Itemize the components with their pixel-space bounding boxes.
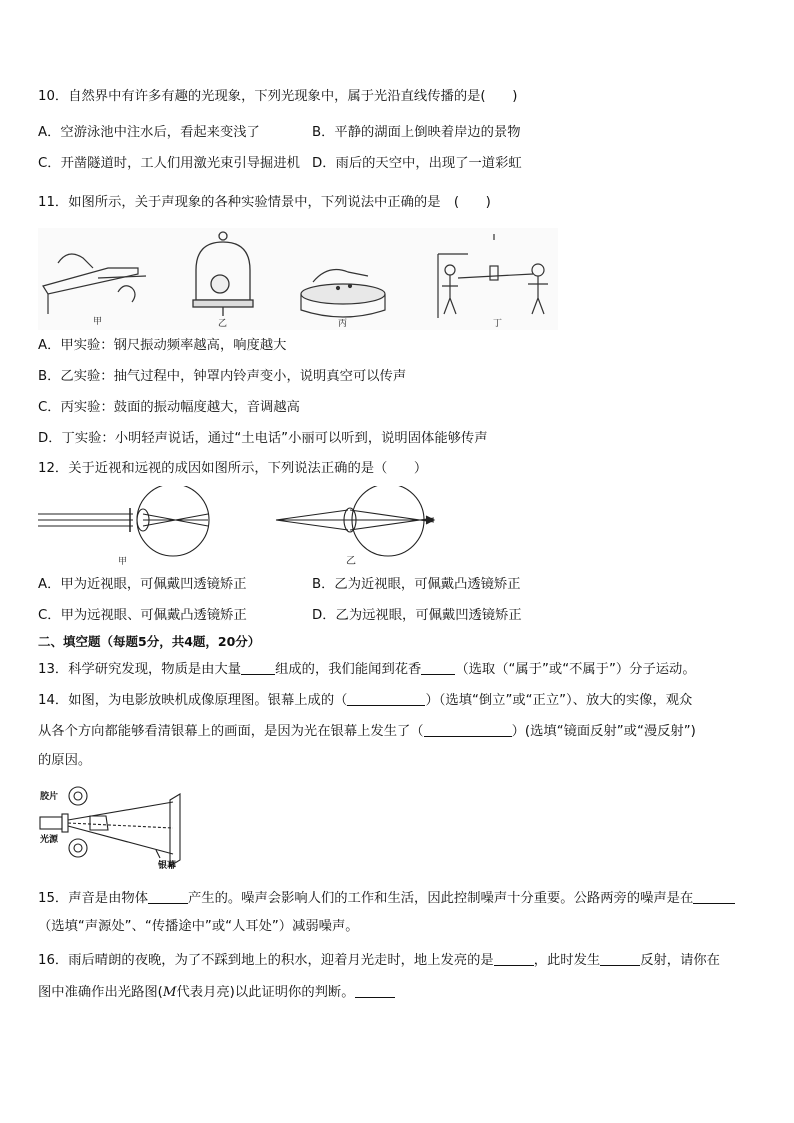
q12-stem: 12．关于近视和远视的成因如图所示，下列说法正确的是（ ） bbox=[38, 461, 428, 476]
q10-option-d[interactable]: D．雨后的天空中，出现了一道彩虹 bbox=[312, 156, 522, 171]
q16-blank-2[interactable] bbox=[600, 951, 640, 966]
q15-line-2: （选填“声源处”、“传播途中”或“人耳处”）减弱噪声。 bbox=[38, 919, 359, 934]
fig-label-yi: 乙 bbox=[218, 319, 228, 329]
q12-option-b[interactable]: B．乙为近视眼，可佩戴凸透镜矫正 bbox=[312, 577, 521, 592]
q11-option-c[interactable]: C．丙实验：鼓面的振动幅度越大，音调越高 bbox=[38, 400, 300, 415]
q11-option-a[interactable]: A．甲实验：钢尺振动频率越高，响度越大 bbox=[38, 338, 287, 353]
q14-text-2a: 从各个方向都能够看清银幕上的画面，是因为光在银幕上发生了（ bbox=[38, 724, 424, 739]
q16-moon-symbol: M bbox=[162, 985, 177, 1000]
section-fill-in-title: 二、填空题（每题5分，共4题，20分） bbox=[38, 634, 261, 649]
eye-diagram-jia bbox=[38, 486, 209, 556]
q11-sound-experiments-figure bbox=[38, 228, 558, 330]
q14-projector-figure bbox=[38, 784, 198, 874]
fig-label-bing: 丙 bbox=[338, 319, 348, 329]
q13-text-b: 组成的，我们能闻到花香 bbox=[275, 662, 422, 677]
fig-label-ding: 丁 bbox=[493, 319, 503, 329]
q16-text-c: 反射，请你在 bbox=[640, 953, 720, 968]
q11-option-b[interactable]: B．乙实验：抽气过程中，钟罩内铃声变小，说明真空可以传声 bbox=[38, 369, 407, 384]
q16-line-1 bbox=[38, 951, 720, 970]
q11-stem: 11．如图所示，关于声现象的各种实验情景中，下列说法中正确的是 ( ) bbox=[38, 195, 491, 210]
label-screen: 银幕 bbox=[158, 861, 177, 871]
q14-line-3: 的原因。 bbox=[38, 753, 92, 768]
q16-blank-3[interactable] bbox=[355, 983, 395, 998]
q11-option-d[interactable]: D．丁实验：小明轻声说话，通过“土电话”小丽可以听到，说明固体能够传声 bbox=[38, 431, 488, 446]
q16-text-d: 图中准确作出光路图( bbox=[38, 985, 163, 1000]
q13-text-a: 13．科学研究发现，物质是由大量 bbox=[38, 662, 242, 677]
q15-text-a: 15．声音是由物体 bbox=[38, 891, 148, 906]
q12-option-c[interactable]: C．甲为远视眼、可佩戴凸透镜矫正 bbox=[38, 608, 247, 623]
q14-line-2 bbox=[38, 722, 696, 741]
q10-option-a[interactable]: A．空游泳池中注水后，看起来变浅了 bbox=[38, 125, 260, 140]
q12-option-a[interactable]: A．甲为近视眼，可佩戴凹透镜矫正 bbox=[38, 577, 247, 592]
q12-eye-diagram-figure bbox=[38, 486, 438, 570]
q13-line bbox=[38, 660, 696, 679]
q13-text-c: （选取（“属于”或“不属于”）分子运动。 bbox=[455, 662, 696, 677]
q16-line-2 bbox=[38, 983, 395, 1002]
fig-label-jia: 甲 bbox=[93, 317, 103, 327]
q10-option-b[interactable]: B．平静的湖面上倒映着岸边的景物 bbox=[312, 125, 521, 140]
q16-text-a: 16．雨后晴朗的夜晚，为了不踩到地上的积水，迎着月光走时，地上发亮的是 bbox=[38, 953, 494, 968]
q14-text-1b: ）（选填“倒立”或“正立”）、放大的实像，观众 bbox=[425, 693, 693, 708]
label-film: 胶片 bbox=[40, 792, 59, 802]
q14-blank-2[interactable] bbox=[424, 722, 512, 737]
q14-line-1 bbox=[38, 691, 692, 710]
fig-label-jia-eye: 甲 bbox=[118, 557, 128, 567]
q16-text-e: 代表月亮)以此证明你的判断。 bbox=[176, 985, 355, 1000]
q13-blank-2[interactable] bbox=[421, 660, 455, 675]
q12-option-d[interactable]: D．乙为远视眼，可佩戴凹透镜矫正 bbox=[312, 608, 522, 623]
q14-blank-1[interactable] bbox=[347, 691, 425, 706]
q16-blank-1[interactable] bbox=[494, 951, 534, 966]
q15-blank-1[interactable] bbox=[148, 889, 188, 904]
eye-diagram-yi bbox=[276, 486, 434, 556]
q16-text-b: ，此时发生 bbox=[533, 953, 601, 968]
q15-line-1 bbox=[38, 889, 735, 908]
q14-text-2b: ）(选填“镜面反射”或“漫反射”) bbox=[511, 724, 696, 739]
q15-blank-2[interactable] bbox=[693, 889, 735, 904]
label-light-source: 光源 bbox=[40, 835, 59, 845]
q14-text-1a: 14．如图，为电影放映机成像原理图。银幕上成的（ bbox=[38, 693, 348, 708]
q13-blank-1[interactable] bbox=[241, 660, 275, 675]
fig-label-yi-eye: 乙 bbox=[346, 556, 356, 567]
q10-option-c[interactable]: C．开凿隧道时，工人们用激光束引导掘进机 bbox=[38, 156, 300, 171]
q15-text-b: 产生的。噪声会影响人们的工作和生活，因此控制噪声十分重要。公路两旁的噪声是在 bbox=[188, 891, 694, 906]
q10-stem: 10．自然界中有许多有趣的光现象，下列光现象中，属于光沿直线传播的是( ) bbox=[38, 89, 518, 104]
